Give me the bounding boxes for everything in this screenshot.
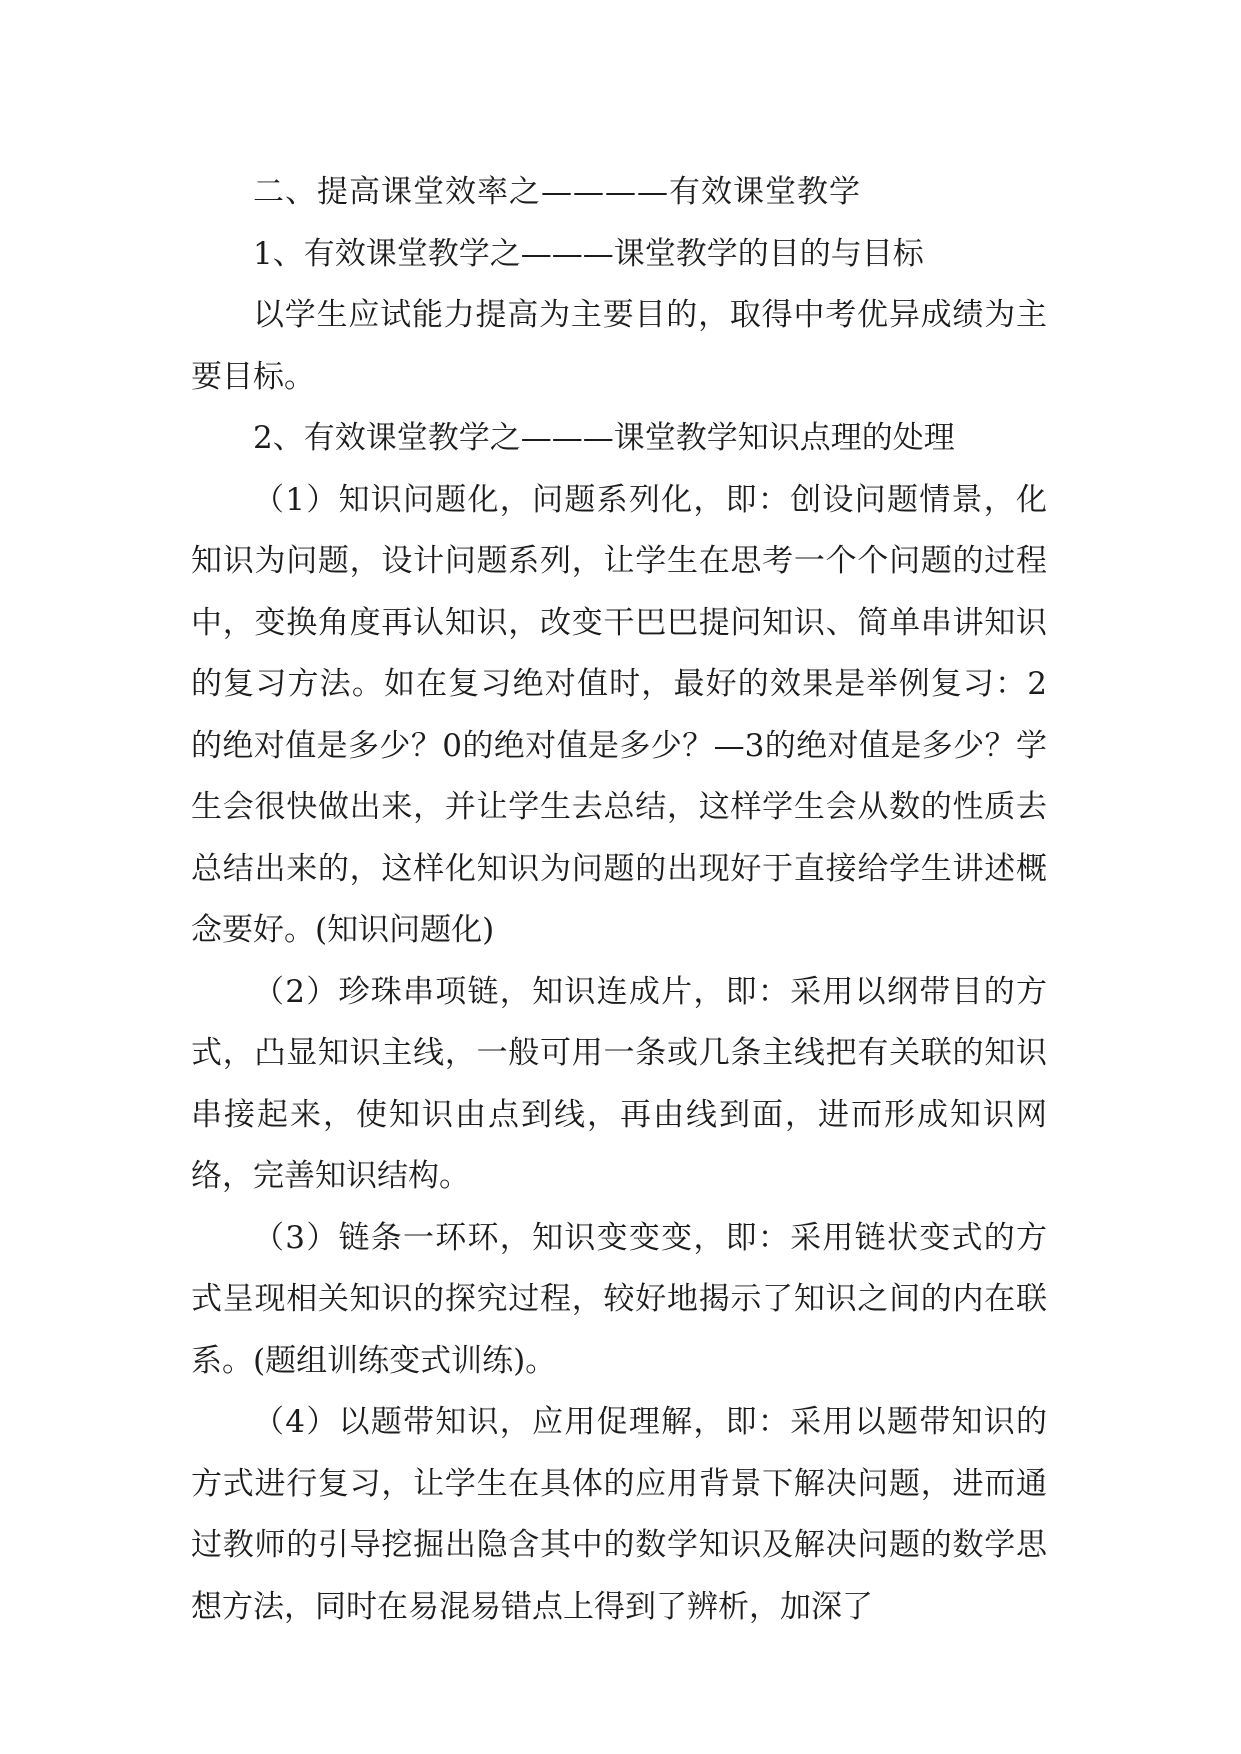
paragraph-point-1: （1）知识问题化，问题系列化，即：创设问题情景，化知识为问题，设计问题系列，让学生在思考一个个问题的过程中，变换角度再认知识，改变干巴巴提问知识、简单串讲知识的复习方法。如在复习绝对值时，最好的效果是举例复习：2的绝对值是多少？0的绝对值是多少？—3的绝对值是多少？学生会很快做出来，并让学生去总结，这样学生会从数的性质去总结出来的，这样化知识为问题的出现好于直接给学生讲述概念要好。(知识问题化) <box>191 481 1047 948</box>
subheading-goals: 1、有效课堂教学之———课堂教学的目的与目标 <box>253 235 924 272</box>
subheading-knowledge-points: 2、有效课堂教学之———课堂教学知识点理的处理 <box>253 420 955 456</box>
paragraph-goals: 以学生应试能力提高为主要目的，取得中考优异成绩为主要目标。 <box>191 297 1047 395</box>
paragraph-point-4: （4）以题带知识，应用促理解，即：采用以题带知识的方式进行复习，让学生在具体的应用背景下解决问题，进而通过教师的引导挖掘出隐含其中的数学知识及解决问题的数学思想方法，同时在易混易错点上得到了辨析，加深了 <box>191 1404 1047 1625</box>
document-body <box>191 162 1047 1638</box>
paragraph-point-2: （2）珍珠串项链，知识连成片，即：采用以纲带目的方式，凸显知识主线，一般可用一条或几条主线把有关联的知识串接起来，使知识由点到线，再由线到面，进而形成知识网络，完善知识结构。 <box>191 973 1047 1194</box>
section-heading: 二、提高课堂效率之————有效课堂教学 <box>253 174 861 210</box>
paragraph-point-3: （3）链条一环环，知识变变变，即：采用链状变式的方式呈现相关知识的探究过程，较好地揭示了知识之间的内在联系。(题组训练变式训练)。 <box>191 1219 1047 1379</box>
